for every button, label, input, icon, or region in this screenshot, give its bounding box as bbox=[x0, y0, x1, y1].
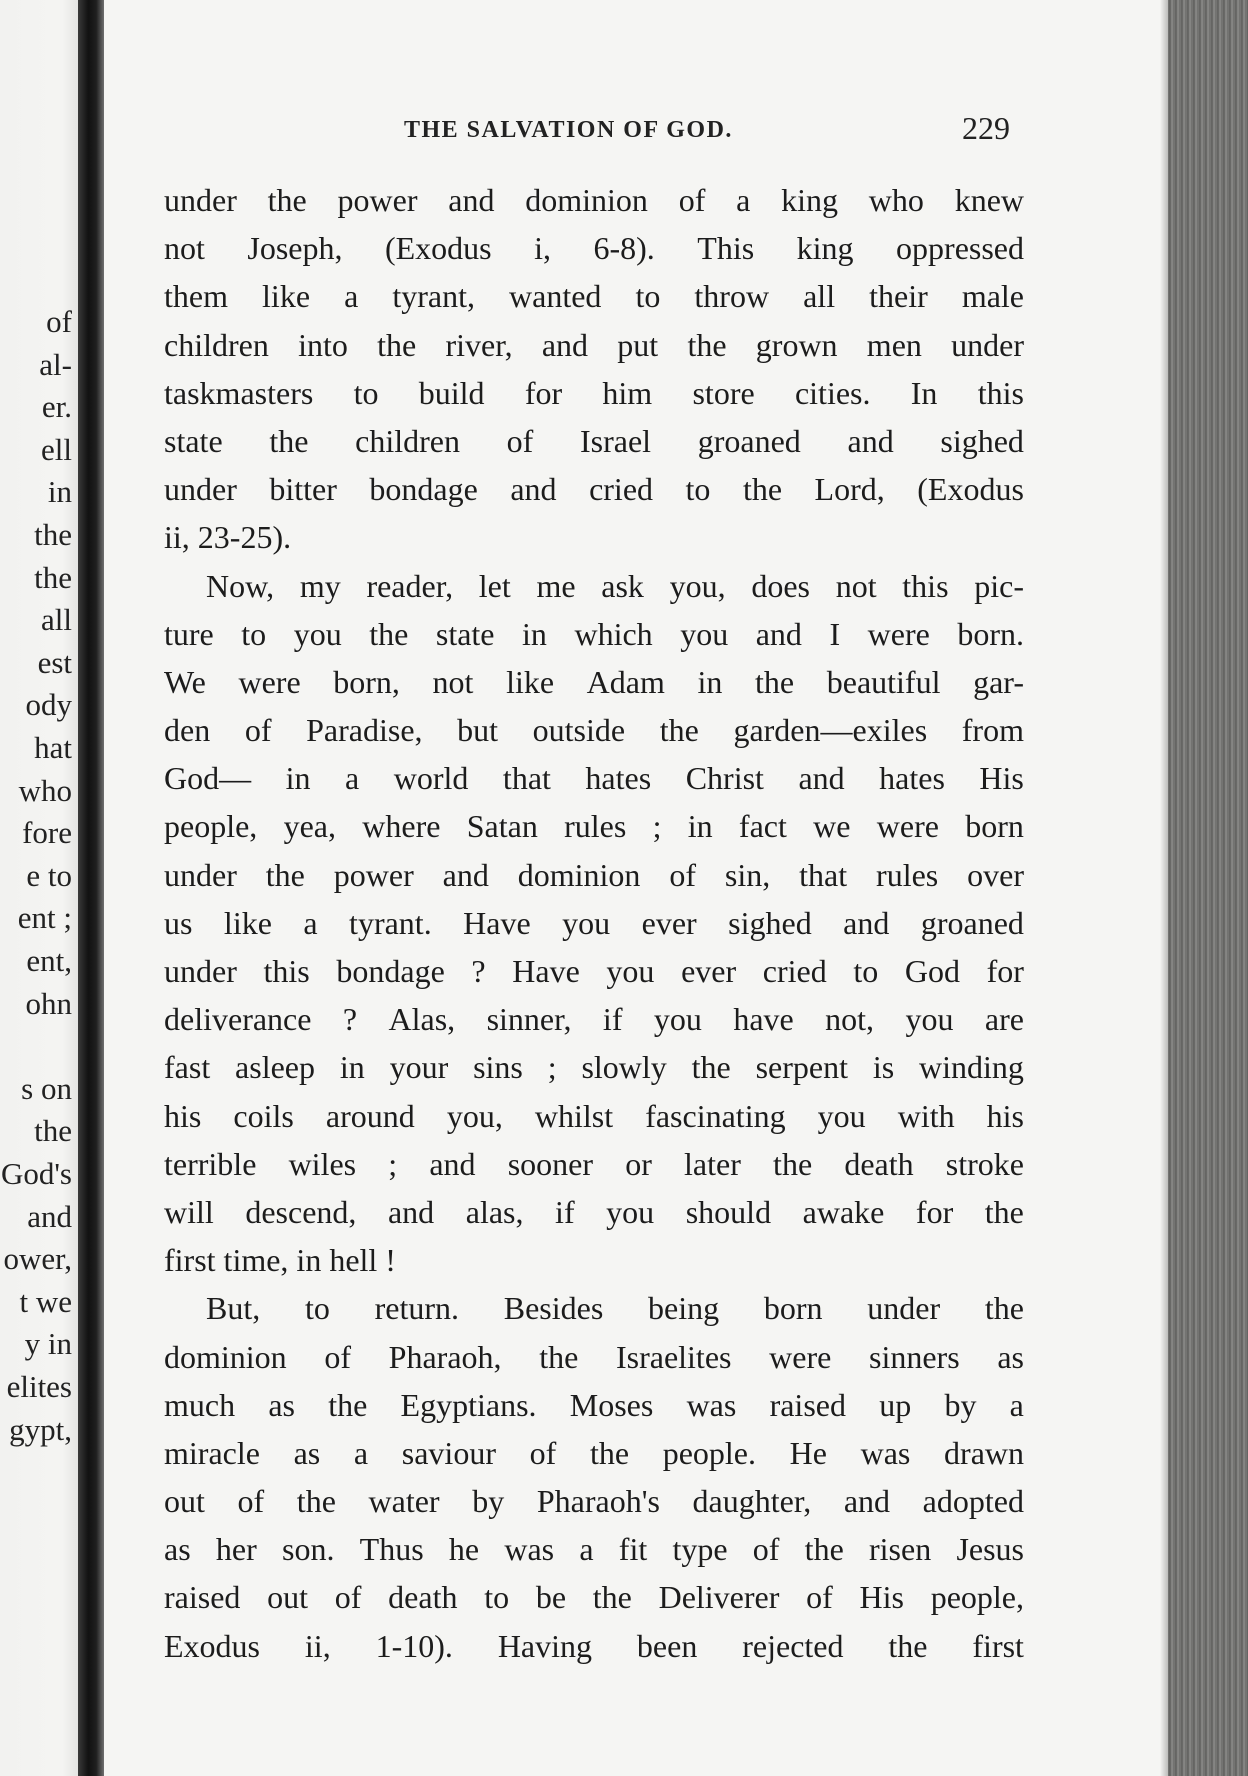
book-gutter bbox=[78, 0, 104, 1776]
text-line: not Joseph, (Exodus i, 6-8). This king oppressed bbox=[164, 230, 1024, 267]
text-line: us like a tyrant. Have you ever sighed and groaned bbox=[164, 904, 1024, 941]
text-line: under bitter bondage and cried to the Lord, (Exodus bbox=[164, 471, 1024, 508]
previous-page-fragment: the bbox=[34, 559, 72, 595]
text-line: Now, my reader, let me ask you, does not this pic- bbox=[206, 567, 1024, 604]
running-head: THE SALVATION OF GOD. bbox=[404, 117, 733, 143]
previous-page-fragment: ent, bbox=[26, 943, 72, 978]
page-block-edge bbox=[1168, 0, 1248, 1776]
text-line: den of Paradise, but outside the garden—exiles from bbox=[164, 712, 1024, 749]
body-text bbox=[164, 176, 1024, 1670]
text-line: people, yea, where Satan rules ; in fact we were born bbox=[164, 808, 1024, 845]
text-line: ii, 23-25). bbox=[164, 519, 292, 556]
page-number: 229 bbox=[962, 110, 1010, 146]
text-line: much as the Egyptians. Moses was raised up by a bbox=[164, 1386, 1024, 1423]
previous-page-fragment: al- bbox=[39, 346, 72, 382]
text-line: under the power and dominion of sin, that rules over bbox=[164, 856, 1024, 893]
previous-page-fragment: er. bbox=[41, 389, 72, 425]
previous-page-fragment: the bbox=[34, 1113, 72, 1149]
text-line: raised out of death to be the Deliverer of His people, bbox=[164, 1579, 1024, 1616]
text-line: first time, in hell ! bbox=[164, 1242, 396, 1279]
previous-page-fragment: hat bbox=[34, 730, 72, 765]
text-line: dominion of Pharaoh, the Israelites were sinners as bbox=[164, 1338, 1024, 1375]
text-line: as her son. Thus he was a fit type of the risen Jesus bbox=[164, 1531, 1024, 1568]
previous-page-fragment: ower, bbox=[3, 1241, 72, 1277]
previous-page-fragment: in bbox=[47, 474, 72, 510]
text-line: children into the river, and put the grown men under bbox=[164, 326, 1024, 363]
previous-page-fragment: elites bbox=[6, 1369, 72, 1404]
previous-page-fragment: ent ; bbox=[17, 900, 72, 936]
previous-page-fragment: the bbox=[34, 517, 72, 552]
previous-page-fragment: ell bbox=[41, 431, 72, 467]
previous-page-fragment: all bbox=[41, 602, 72, 638]
text-line: deliverance ? Alas, sinner, if you have not, you are bbox=[164, 1001, 1024, 1038]
text-line: them like a tyrant, wanted to throw all their male bbox=[164, 278, 1024, 315]
text-line: Exodus ii, 1-10). Having been rejected the first bbox=[164, 1627, 1024, 1664]
previous-page-fragment: God's bbox=[0, 1156, 72, 1191]
previous-page-fragment: ody bbox=[25, 687, 72, 723]
previous-page-text-fragments bbox=[0, 0, 78, 1776]
text-line: taskmasters to build for him store cities. In this bbox=[164, 374, 1024, 411]
previous-page-fragment: who bbox=[18, 772, 72, 808]
text-line: terrible wiles ; and sooner or later the death stroke bbox=[164, 1145, 1024, 1182]
text-line: under the power and dominion of a king who knew bbox=[164, 182, 1024, 218]
text-line: But, to return. Besides being born under the bbox=[206, 1290, 1024, 1327]
text-line: miracle as a saviour of the people. He was drawn bbox=[164, 1434, 1024, 1471]
previous-page-fragment: fore bbox=[22, 815, 72, 851]
previous-page-fragment: est bbox=[37, 644, 72, 680]
text-line: under this bondage ? Have you ever cried to God for bbox=[164, 953, 1024, 989]
text-line: state the children of Israel groaned and sighed bbox=[164, 422, 1024, 459]
previous-page-fragment: gypt, bbox=[9, 1411, 72, 1447]
text-line: out of the water by Pharaoh's daughter, and adopted bbox=[164, 1483, 1024, 1520]
previous-page-fragment: y in bbox=[24, 1326, 72, 1362]
previous-page-fragment: of bbox=[46, 304, 72, 339]
text-line: will descend, and alas, if you should awake for the bbox=[164, 1193, 1024, 1230]
text-line: ture to you the state in which you and I were born. bbox=[164, 615, 1024, 652]
text-line: We were born, not like Adam in the beautiful gar- bbox=[164, 663, 1024, 700]
previous-page-fragment: t we bbox=[19, 1283, 72, 1319]
text-line: fast asleep in your sins ; slowly the serpent is winding bbox=[164, 1049, 1024, 1086]
text-line: God— in a world that hates Christ and hates His bbox=[164, 760, 1024, 797]
previous-page-fragment: e to bbox=[26, 857, 72, 893]
text-line: his coils around you, whilst fascinating you with his bbox=[164, 1097, 1024, 1134]
previous-page-edge bbox=[0, 0, 78, 1776]
previous-page-fragment: s on bbox=[21, 1070, 72, 1106]
previous-page-fragment: and bbox=[27, 1198, 72, 1234]
previous-page-fragment: ohn bbox=[25, 985, 72, 1021]
